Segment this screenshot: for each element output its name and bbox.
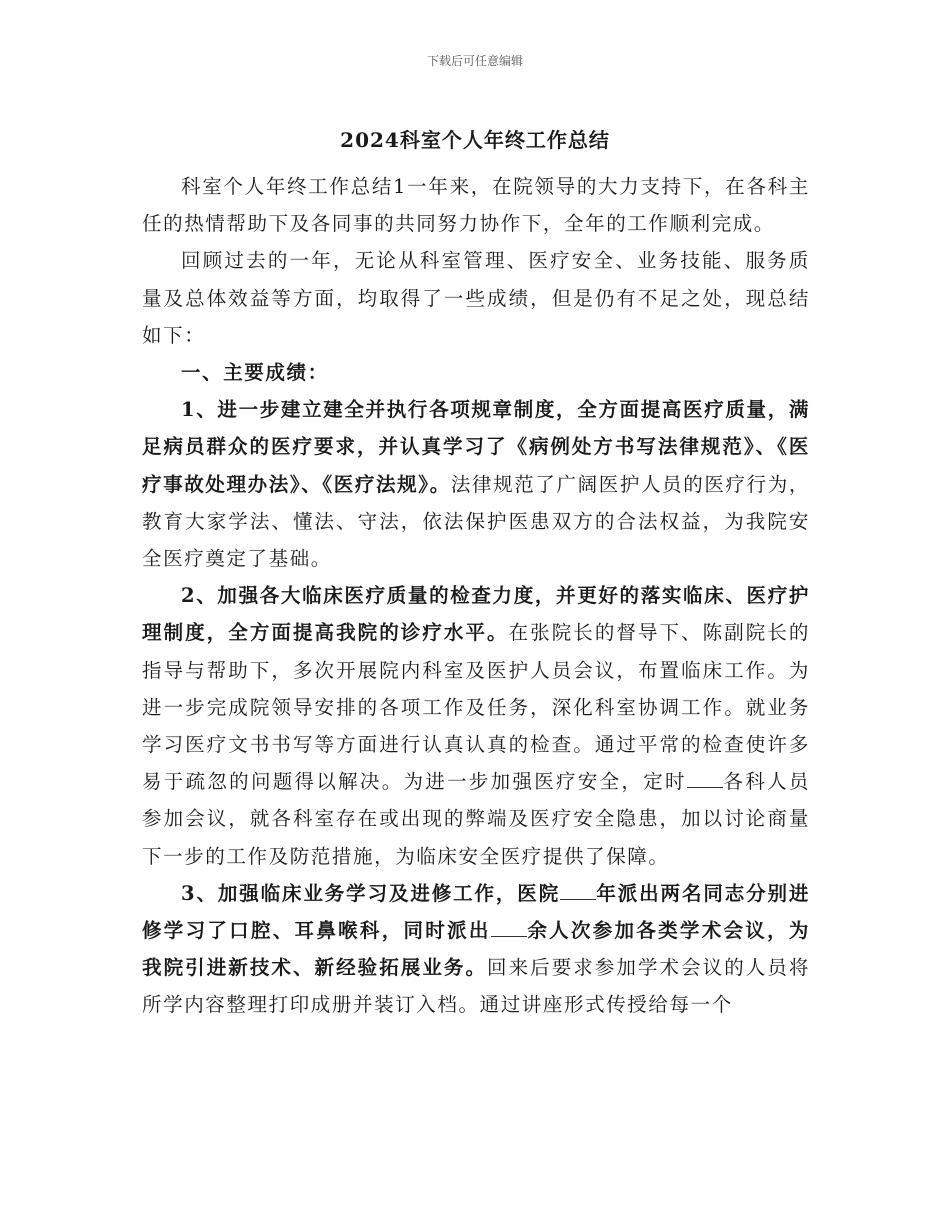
item-2-text-b: 各科人员参加会议，就各科室存在或出现的弊端及医疗安全隐患，加以讨论商量下一步的工作及防范措施，为临床安全医疗提供了保障。 [142,770,810,868]
item-3-bold-a: 3、加强临床业务学习及进修工作，医院 [181,881,561,905]
paragraph-item-1 [142,391,810,577]
paragraph-intro: 科室个人年终工作总结1一年来，在院领导的大力支持下，在各科主任的热情帮助下及各同事的共同努力协作下，全年的工作顺利完成。 [142,175,810,236]
item-3-bold-c: 余人次参加各类学术会议，为我院引进新技术、新经验拓展业务。 [142,919,810,980]
paragraph-item-3 [142,875,810,1024]
document-body [142,168,810,1024]
item-2-bold: 2、加强各大临床医疗质量的检查力度，并更好的落实临床、医疗护理制度，全方面提高我院的诊疗水平。 [142,584,810,645]
page-title: 2024科室个人年终工作总结 [340,128,610,152]
item-2-text-a: 在张院长的督导下、陈副院长的指导与帮助下，多次开展院内科室及医护人员会议，布置临床工作。为进一步完成院领导安排的各项工作及任务，深化科室协调工作。就业务学习医疗文书书写等方面进行认真认真的检查。通过平常的检查使许多易于疏忽的问题得以解决。为进一步加强医疗安全，定时 [142,621,810,794]
item-3-text: 回来后要求参加学术会议的人员将所学内容整理打印成册并装订入档。通过讲座形式传授给每一个 [142,956,810,1017]
section-heading: 一、主要成绩： [181,361,329,385]
item-1-text: 法律规范了广阔医护人员的医疗行为，教育大家学法、懂法、守法，依法保护医患双方的合法权益，为我院安全医疗奠定了基础。 [142,472,810,571]
blank-line [491,918,527,937]
item-3-bold-b: 年派出两名同志分别进修学习了口腔、耳鼻喉科，同时派出 [142,881,810,943]
header-note: 下载后可任意编辑 [426,54,523,68]
paragraph-item-2 [142,577,810,875]
blank-line [560,881,596,900]
item-1-bold: 1、进一步建立建全并执行各项规章制度，全方面提高医疗质量，满足病员群众的医疗要求，并认真学习了《病例处方书写法律规范》、《医疗事故处理办法》、《医疗法规》。 [142,398,810,496]
paragraph-review: 回顾过去的一年，无论从科室管理、医疗安全、业务技能、服务质量及总体效益等方面，均取得了一些成绩，但是仍有不足之处，现总结如下： [142,249,810,347]
blank-line [687,769,723,788]
